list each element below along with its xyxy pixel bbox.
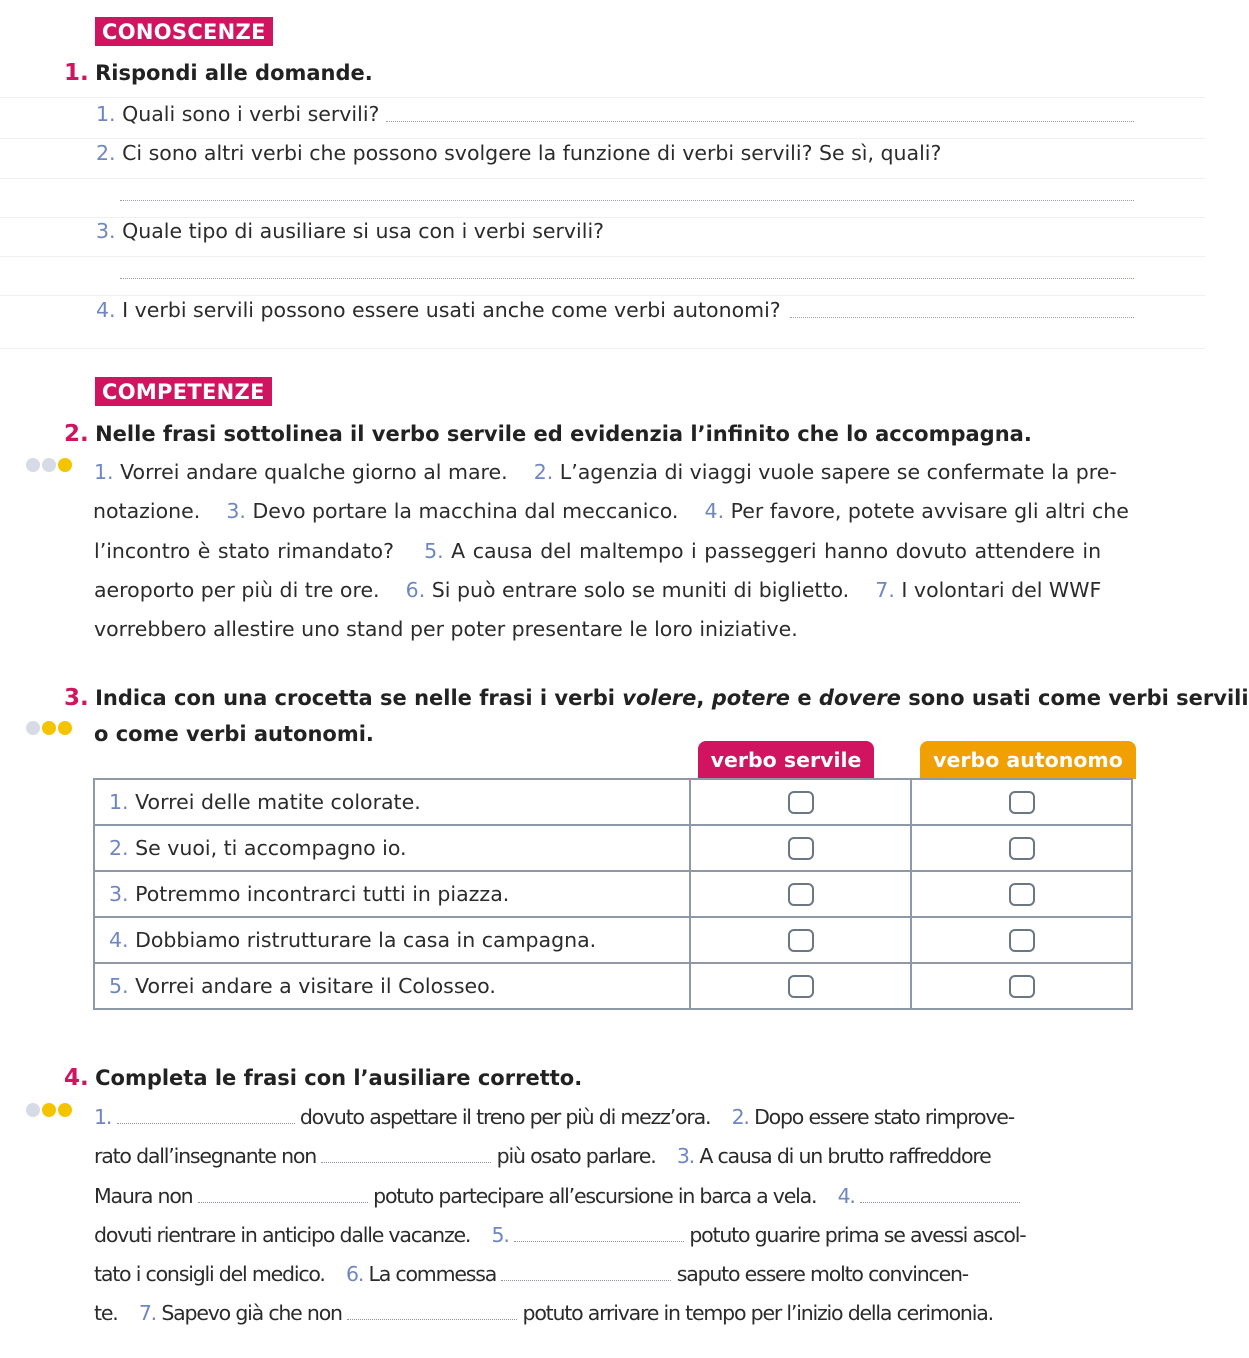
column-header-servile: verbo servile (698, 741, 874, 779)
item-text: La commessa (368, 1262, 497, 1287)
item-text: Devo portare la macchina dal meccanico. (252, 499, 679, 524)
cell-servile (690, 825, 911, 871)
checkbox-servile[interactable] (788, 929, 814, 952)
exercise-title-b: sono usati come verbi servili (900, 686, 1249, 710)
item-text: potuto partecipare all’escursione in barca a vela. (373, 1183, 817, 1208)
exercise-1-heading (64, 60, 373, 86)
text-line (93, 492, 1134, 531)
checkbox-autonomo[interactable] (1009, 883, 1035, 906)
item-number: 2. (533, 460, 554, 484)
table-row (94, 779, 1132, 825)
item-text: rato dall’insegnante non (94, 1144, 317, 1169)
cell-servile (690, 779, 911, 825)
row-sentence (94, 917, 690, 963)
item-text: Dopo essere stato rimprove- (754, 1105, 1014, 1129)
exercise-4-text (94, 1098, 1139, 1334)
item-text: te. (94, 1301, 118, 1326)
row-number: 3. (109, 882, 129, 906)
text-line (94, 532, 1134, 571)
item-text: Per favore, potete avvisare gli altri che (730, 499, 1129, 524)
ruled-line (0, 97, 1205, 98)
item-text: tato i consigli del medico. (94, 1262, 325, 1287)
item-text: saputo essere molto convincen- (676, 1262, 968, 1287)
text-line (94, 453, 1134, 492)
exercise-title: Nelle frasi sottolinea il verbo servile ed evidenzia l’infinito che lo accompagna. (95, 422, 1032, 446)
checkbox-servile[interactable] (788, 883, 814, 906)
cell-servile (690, 871, 911, 917)
item-text: vorrebbero allestire uno stand per poter presentare le loro iniziative. (94, 617, 798, 642)
table-row (94, 825, 1132, 871)
question-4 (96, 297, 781, 323)
checkbox-autonomo[interactable] (1009, 837, 1035, 860)
cell-autonomo (911, 825, 1132, 871)
separator: , (696, 686, 712, 710)
blank-field[interactable] (501, 1266, 671, 1281)
row-text: Vorrei andare a visitare il Colosseo. (135, 974, 496, 998)
exercise-number: 4. (64, 1065, 89, 1091)
item-number: 3. (676, 1144, 694, 1169)
text-line (94, 1177, 1139, 1216)
exercise-3-table (93, 778, 1133, 1010)
ruled-line (0, 256, 1205, 257)
question-text: Quale tipo di ausiliare si usa con i verbi servili? (122, 219, 605, 243)
exercise-title: Rispondi alle domande. (95, 61, 373, 85)
item-number: 5. (424, 538, 444, 563)
difficulty-dot-icon (42, 458, 56, 472)
exercise-number: 3. (64, 685, 89, 711)
row-sentence (94, 963, 690, 1009)
item-number: 5. (491, 1222, 509, 1247)
row-text: Se vuoi, ti accompagno io. (135, 836, 407, 860)
table-row (94, 963, 1132, 1009)
text-line (94, 1098, 1139, 1137)
question-number: 4. (96, 298, 116, 322)
difficulty-dot-icon (58, 458, 72, 472)
exercise-2-text (94, 453, 1134, 649)
checkbox-autonomo[interactable] (1009, 975, 1035, 998)
blank-field[interactable] (117, 1109, 295, 1124)
question-2 (96, 140, 941, 166)
question-1 (96, 101, 379, 127)
row-text: Dobbiamo ristrutturare la casa in campagna. (135, 928, 597, 952)
item-text: dovuto aspettare il treno per più di mezz’ora. (299, 1105, 711, 1129)
answer-line[interactable] (120, 278, 1134, 279)
verb-potere: potere (711, 686, 791, 710)
question-number: 1. (96, 102, 116, 126)
item-text: A causa del maltempo i passeggeri hanno dovuto attendere in (451, 538, 1102, 563)
item-text: Si può entrare solo se muniti di biglietto. (431, 577, 850, 602)
section-tag-conoscenze: CONOSCENZE (95, 17, 273, 46)
answer-line[interactable] (790, 317, 1134, 318)
item-number: 6. (405, 577, 426, 602)
difficulty-dot-icon (26, 721, 40, 735)
item-text: Sapevo già che non (161, 1301, 342, 1326)
exercise-4-heading (64, 1065, 582, 1091)
difficulty-dot-icon (58, 721, 72, 735)
blank-field[interactable] (860, 1188, 1020, 1203)
item-text: aeroporto per più di tre ore. (94, 577, 380, 602)
item-text: I volontari del WWF (901, 577, 1102, 602)
exercise-title-c: o come verbi autonomi. (94, 722, 374, 746)
row-number: 2. (109, 836, 129, 860)
item-number: 6. (345, 1262, 364, 1287)
text-line (94, 1137, 1139, 1176)
blank-field[interactable] (347, 1305, 517, 1320)
row-text: Vorrei delle matite colorate. (135, 790, 421, 814)
item-text: più osato parlare. (496, 1144, 656, 1169)
exercise-title-a: Indica con una crocetta se nelle frasi i verbi (95, 686, 623, 710)
blank-field[interactable] (198, 1188, 368, 1203)
text-line (94, 610, 1134, 649)
item-text: Maura non (94, 1183, 193, 1208)
separator: e (790, 686, 819, 710)
item-number: 4. (837, 1183, 855, 1208)
question-text: Ci sono altri verbi che possono svolgere la funzione di verbi servili? Se sì, quali? (122, 141, 942, 165)
item-text: A causa di un brutto raffreddore (699, 1144, 991, 1169)
cell-autonomo (911, 871, 1132, 917)
item-text: Vorrei andare qualche giorno al mare. (120, 460, 508, 484)
exercise-title: Completa le frasi con l’ausiliare corretto. (95, 1066, 583, 1090)
difficulty-dot-icon (58, 1103, 72, 1117)
difficulty-dot-icon (26, 1103, 40, 1117)
difficulty-dots (26, 451, 74, 475)
difficulty-dots (26, 1096, 74, 1120)
item-text: potuto guarire prima se avessi ascol- (689, 1222, 1026, 1247)
verb-volere: volere (622, 686, 697, 710)
ruled-line (0, 348, 1205, 349)
checkbox-autonomo[interactable] (1009, 929, 1035, 952)
question-3 (96, 218, 604, 244)
cell-servile (690, 963, 911, 1009)
verb-dovere: dovere (818, 686, 901, 710)
item-number: 7. (138, 1301, 157, 1326)
row-sentence (94, 871, 690, 917)
item-text: potuto arrivare in tempo per l’inizio della cerimonia. (522, 1301, 993, 1326)
row-text: Potremmo incontrarci tutti in piazza. (135, 882, 510, 906)
cell-autonomo (911, 963, 1132, 1009)
item-number: 4. (704, 499, 725, 524)
checkbox-autonomo[interactable] (1009, 791, 1035, 814)
question-text: I verbi servili possono essere usati anche come verbi autonomi? (122, 298, 781, 322)
cell-autonomo (911, 917, 1132, 963)
blank-field[interactable] (514, 1227, 684, 1242)
text-line (94, 1294, 1139, 1333)
text-line (94, 1255, 1139, 1294)
ruled-line (0, 295, 1205, 296)
section-tag-competenze: COMPETENZE (95, 377, 272, 406)
item-number: 1. (94, 1105, 112, 1129)
item-text: L’agenzia di viaggi vuole sapere se confermate la pre- (559, 460, 1117, 484)
answer-line[interactable] (120, 200, 1134, 201)
cell-autonomo (911, 779, 1132, 825)
ruled-line (0, 138, 1205, 139)
text-line (94, 571, 1134, 610)
table-row (94, 871, 1132, 917)
difficulty-dot-icon (42, 1103, 56, 1117)
answer-line[interactable] (386, 121, 1134, 122)
blank-field[interactable] (321, 1148, 491, 1163)
cell-servile (690, 917, 911, 963)
column-header-autonomo: verbo autonomo (920, 741, 1136, 779)
item-text: notazione. (93, 499, 201, 524)
item-text: l’incontro è stato rimandato? (94, 538, 394, 563)
row-number: 4. (109, 928, 129, 952)
exercise-3-heading (64, 685, 1249, 711)
difficulty-dot-icon (42, 721, 56, 735)
row-number: 5. (109, 974, 129, 998)
item-number: 7. (875, 577, 895, 602)
question-text: Quali sono i verbi servili? (122, 102, 380, 126)
row-sentence (94, 779, 690, 825)
item-text: dovuti rientrare in anticipo dalle vacanze. (94, 1222, 471, 1247)
checkbox-servile[interactable] (788, 975, 814, 998)
checkbox-servile[interactable] (788, 837, 814, 860)
row-number: 1. (109, 790, 129, 814)
row-sentence (94, 825, 690, 871)
exercise-number: 1. (64, 60, 89, 86)
exercise-2-heading (64, 421, 1032, 447)
item-number: 1. (94, 460, 114, 484)
question-number: 2. (96, 141, 116, 165)
question-number: 3. (96, 219, 116, 243)
difficulty-dot-icon (26, 458, 40, 472)
text-line (94, 1216, 1139, 1255)
item-number: 2. (731, 1105, 749, 1129)
checkbox-servile[interactable] (788, 791, 814, 814)
ruled-line (0, 178, 1205, 179)
table-row (94, 917, 1132, 963)
exercise-number: 2. (64, 421, 89, 447)
difficulty-dots (26, 714, 74, 738)
item-number: 3. (226, 499, 246, 524)
